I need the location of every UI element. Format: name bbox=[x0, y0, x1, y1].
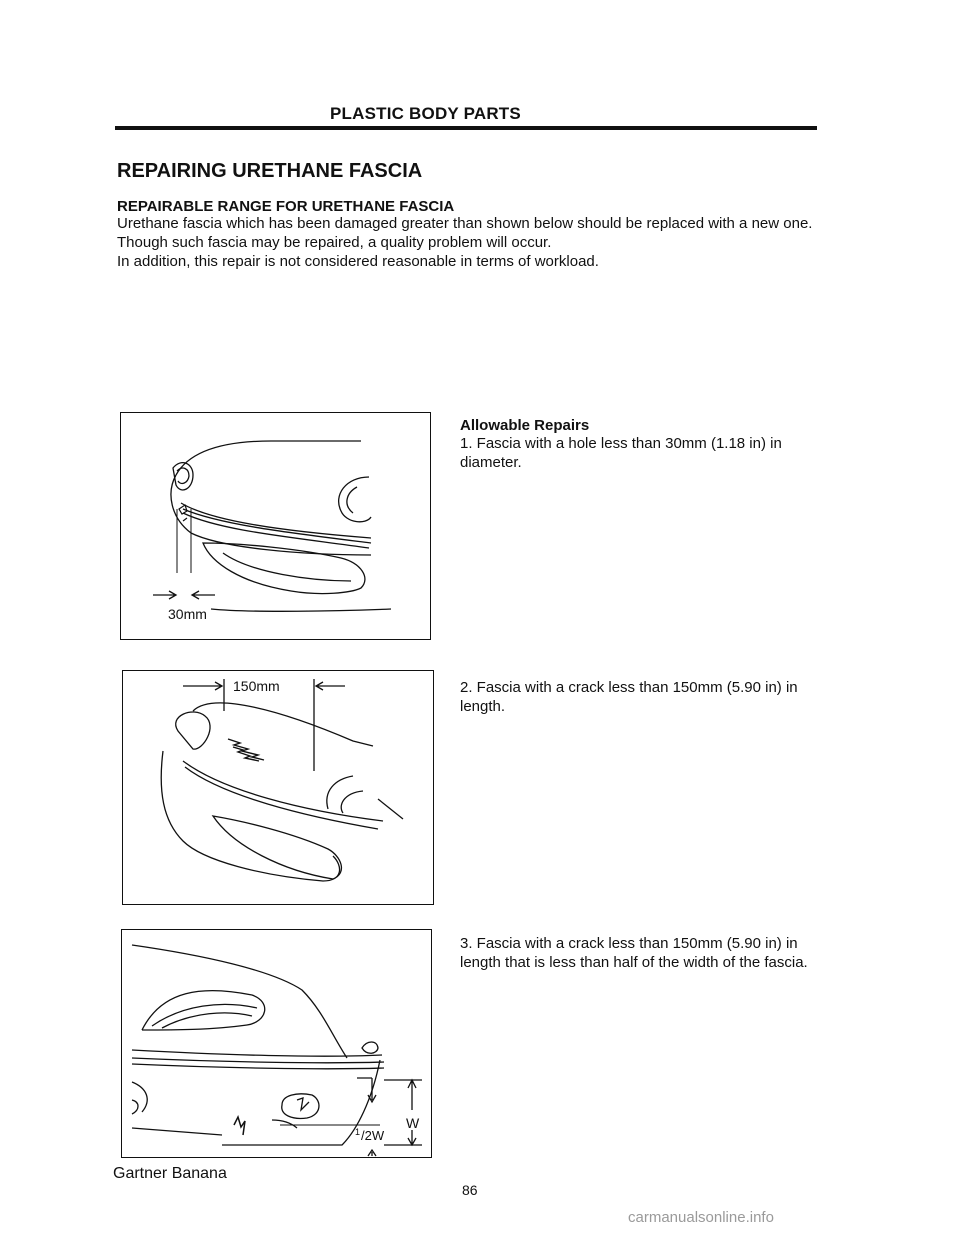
allowable-repairs-heading: Allowable Repairs bbox=[460, 417, 590, 434]
repair-item-1: 1. Fascia with a hole less than 30mm (1.18 in) in diameter. bbox=[460, 435, 782, 471]
figure-hole-diagram bbox=[120, 412, 431, 640]
half-width-numerator: 1 bbox=[355, 1127, 361, 1137]
hole-size-label: 30mm bbox=[168, 606, 207, 622]
crack-length-label: 150mm bbox=[233, 678, 280, 694]
header-rule bbox=[115, 126, 817, 130]
page-title: REPAIRING URETHANE FASCIA bbox=[117, 160, 423, 182]
width-label: W bbox=[406, 1115, 420, 1131]
fascia-hole-illustration bbox=[121, 413, 430, 639]
figure-crack-diagram bbox=[122, 670, 434, 905]
page-number: 86 bbox=[462, 1182, 478, 1198]
section-header: PLASTIC BODY PARTS bbox=[330, 104, 521, 123]
repair-item-2: 2. Fascia with a crack less than 150mm (5.90 in) in length. bbox=[460, 679, 798, 715]
watermark: carmanualsonline.info bbox=[628, 1209, 774, 1226]
fascia-crack-illustration bbox=[123, 671, 433, 904]
subheading: REPAIRABLE RANGE FOR URETHANE FASCIA bbox=[117, 198, 455, 215]
fascia-crack-width-illustration bbox=[122, 930, 431, 1157]
intro-paragraph-1: Urethane fascia which has been damaged greater than shown below should be replaced with a new one. Though such fascia may be repaired, a quality problem will occur. bbox=[117, 215, 813, 251]
repair-item-3: 3. Fascia with a crack less than 150mm (5.90 in) in length that is less than half of the width of the fascia. bbox=[460, 935, 808, 971]
intro-paragraph-2: In addition, this repair is not considered reasonable in terms of workload. bbox=[117, 253, 599, 270]
half-width-label: /2W bbox=[361, 1128, 385, 1143]
footer-source: Gartner Banana bbox=[113, 1165, 227, 1182]
figure-crack-width-diagram bbox=[121, 929, 432, 1158]
